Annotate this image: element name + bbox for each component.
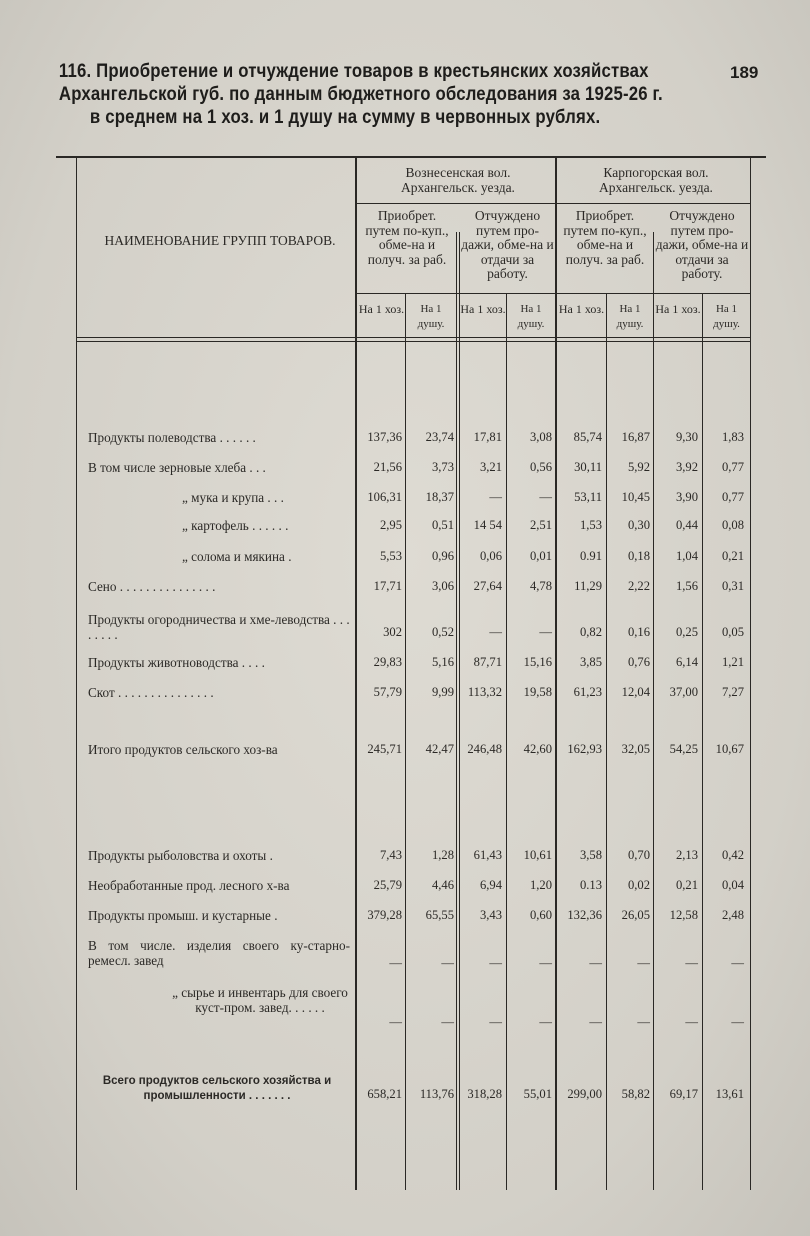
table-cell: 11,29 <box>574 579 602 593</box>
header-bottom-rule-2 <box>76 341 750 342</box>
header-bottom-rule-1 <box>76 337 750 338</box>
row-header: НАИМЕНОВАНИЕ ГРУПП ТОВАРОВ. <box>104 233 336 248</box>
row-label: Продукты промыш. и кустарные . <box>88 908 278 923</box>
per-household-header: На 1 хоз. <box>358 302 405 316</box>
table-cell: 32,05 <box>621 742 650 756</box>
row-label: В том числе зерновые хлеба . . . <box>88 460 266 475</box>
table-cell: 27,64 <box>473 579 502 593</box>
table-cell: 12,58 <box>669 908 698 922</box>
table-cell: 3,85 <box>579 655 602 669</box>
table-cell: 162,93 <box>567 742 602 756</box>
table-cell: 245,71 <box>367 742 402 756</box>
table-cell: — <box>589 1015 602 1029</box>
col-rule-2 <box>456 232 457 1190</box>
table-cell: 0.13 <box>579 878 602 892</box>
table-cell: 4,78 <box>529 579 552 593</box>
table-cell: 658,21 <box>367 1087 402 1101</box>
table-cell: 42,47 <box>425 742 454 756</box>
acquired-header-1: Приобрет. путем по-куп., обме-на и получ. за раб. <box>365 208 449 267</box>
table-cell: — <box>539 490 552 504</box>
table-cell: 0,21 <box>721 549 744 563</box>
table-cell: 1,04 <box>675 549 698 563</box>
table-cell: 113,32 <box>467 685 502 699</box>
table-cell: 25,79 <box>373 878 402 892</box>
table-cell: 23,74 <box>425 430 454 444</box>
region-header-1: Вознесенская вол. Архангельск. уезда. <box>401 165 515 195</box>
table-cell: 113,76 <box>419 1087 454 1101</box>
row-label: Итого продуктов сельского хоз-ва <box>88 742 278 757</box>
per-soul-header: На 1 душу. <box>616 303 644 330</box>
table-cell: 3,58 <box>579 848 602 862</box>
table-cell: 5,92 <box>627 460 650 474</box>
table-cell: — <box>731 956 744 970</box>
table-cell: 57,79 <box>373 685 402 699</box>
table-cell: 69,17 <box>669 1087 698 1101</box>
per-household-header: На 1 хоз. <box>460 302 506 316</box>
table-cell: 0,82 <box>579 625 602 639</box>
table-cell: 17,71 <box>373 579 402 593</box>
table-cell: — <box>539 625 552 639</box>
table-cell: 10,61 <box>523 848 552 862</box>
table-cell: — <box>637 956 650 970</box>
table-cell: 5,16 <box>431 655 454 669</box>
table-cell: — <box>731 1015 744 1029</box>
table-cell: 6,14 <box>675 655 698 669</box>
table-cell: 0,16 <box>627 625 650 639</box>
table-cell: 0,05 <box>721 625 744 639</box>
table-cell: 0,30 <box>627 518 650 532</box>
alienated-header-1: Отчуждено путем про-дажи, обме-на и отдачи за работу. <box>461 208 554 281</box>
table-cell: 2,51 <box>529 518 552 532</box>
table-cell: — <box>685 1015 698 1029</box>
table-cell: 379,28 <box>367 908 402 922</box>
table-cell: 3,90 <box>675 490 698 504</box>
table-cell: 0,08 <box>721 518 744 532</box>
table-top-rule <box>56 156 766 158</box>
table-cell: 0,51 <box>431 518 454 532</box>
table-cell: 87,71 <box>473 655 502 669</box>
row-label: „ солома и мякина . <box>182 549 292 564</box>
table-cell: 0,42 <box>721 848 744 862</box>
per-soul-header: На 1 душу. <box>417 303 445 330</box>
table-cell: — <box>637 1015 650 1029</box>
table-cell: 3,73 <box>431 460 454 474</box>
table-cell: 53,11 <box>574 490 602 504</box>
per-soul-header: На 1 душу. <box>517 303 545 330</box>
table-cell: 2,48 <box>721 908 744 922</box>
table-cell: 0,21 <box>675 878 698 892</box>
table-cell: — <box>441 1015 454 1029</box>
table-cell: 0,77 <box>721 460 744 474</box>
table-cell: 0,77 <box>721 490 744 504</box>
table-cell: 0,60 <box>529 908 552 922</box>
table-cell: 246,48 <box>467 742 502 756</box>
table-cell: — <box>489 1015 502 1029</box>
region-header-2: Карпогорская вол. Архангельск. уезда. <box>599 165 713 195</box>
row-label: Скот . . . . . . . . . . . . . . . <box>88 685 214 700</box>
table-cell: 42,60 <box>523 742 552 756</box>
row-label: „ сырье и инвентарь для своего куст-пром. завед. . . . . . <box>172 985 348 1015</box>
table-cell: 0,18 <box>627 549 650 563</box>
table-cell: 55,01 <box>523 1087 552 1101</box>
table-cell: 85,74 <box>573 430 602 444</box>
table-cell: 0.91 <box>579 549 602 563</box>
table-cell: 7,43 <box>379 848 402 862</box>
table-cell: — <box>489 625 502 639</box>
row-label: „ картофель . . . . . . <box>182 518 289 533</box>
table-cell: — <box>539 956 552 970</box>
page-number: 189 <box>730 63 759 82</box>
table-cell: — <box>539 1015 552 1029</box>
table-cell: 0,70 <box>627 848 650 862</box>
table-cell: 10,67 <box>715 742 744 756</box>
per-household-header: На 1 хоз. <box>558 302 605 316</box>
table-cell: 4,46 <box>431 878 454 892</box>
row-label: Всего продуктов сельского хозяйства и промышленности . . . . . . . <box>102 1075 332 1102</box>
table-cell: 3,21 <box>479 460 502 474</box>
table-cell: 0,02 <box>627 878 650 892</box>
table-cell: 61,23 <box>573 685 602 699</box>
table-cell: 61,43 <box>473 848 502 862</box>
table-cell: 58,82 <box>621 1087 650 1101</box>
table-cell: 3,43 <box>479 908 502 922</box>
row-label: Сено . . . . . . . . . . . . . . . <box>88 579 216 594</box>
table-cell: 2,95 <box>379 518 402 532</box>
table-cell: 13,61 <box>715 1087 744 1101</box>
column-header-rule <box>357 293 750 294</box>
col-rule-6 <box>653 232 654 1190</box>
right-border <box>750 158 751 1190</box>
row-label: Необработанные прод. лесного х-ва <box>88 878 290 893</box>
table-cell: 132,36 <box>567 908 602 922</box>
table-cell: 0,06 <box>479 549 502 563</box>
table-cell: — <box>441 956 454 970</box>
table-cell: — <box>489 956 502 970</box>
table-cell: 0,04 <box>721 878 744 892</box>
table-cell: — <box>489 490 502 504</box>
per-household-header: На 1 хоз. <box>655 302 701 316</box>
table-cell: 18,37 <box>425 490 454 504</box>
alienated-header-2: Отчуждено путем про-дажи, обме-на и отдачи за работу. <box>655 208 749 281</box>
title-line-1: 116. Приобретение и отчуждение товаров в крестьянских хозяйствах <box>58 60 649 82</box>
per-soul-header: На 1 душу. <box>713 303 740 330</box>
label-column-border <box>355 158 357 1190</box>
row-label: Продукты огородничества и хме-леводства . . . . . . . . <box>88 612 350 642</box>
table-cell: 1,83 <box>721 430 744 444</box>
table-cell: 37,00 <box>669 685 698 699</box>
table-cell: 14 54 <box>473 518 502 532</box>
col-rule-2b <box>459 232 460 1190</box>
table-cell: 302 <box>383 625 402 639</box>
table-cell: — <box>389 956 402 970</box>
table-cell: 2,13 <box>675 848 698 862</box>
table-cell: 0,52 <box>431 625 454 639</box>
table-cell: 0,96 <box>431 549 454 563</box>
table-cell: 12,04 <box>621 685 650 699</box>
table-cell: 137,36 <box>367 430 402 444</box>
left-border <box>76 158 77 1190</box>
table-cell: 0,01 <box>529 549 552 563</box>
table-cell: 5,53 <box>379 549 402 563</box>
table-cell: 0,31 <box>721 579 744 593</box>
table-cell: 0,44 <box>675 518 698 532</box>
row-label: Продукты животноводства . . . . <box>88 655 265 670</box>
table-cell: 54,25 <box>669 742 698 756</box>
table-cell: 318,28 <box>467 1087 502 1101</box>
table-cell: 7,27 <box>721 685 744 699</box>
table-cell: — <box>685 956 698 970</box>
table-cell: 29,83 <box>373 655 402 669</box>
region-header-rule <box>357 203 750 204</box>
table-cell: 3,06 <box>431 579 454 593</box>
table-cell: 6,94 <box>479 878 502 892</box>
table-cell: 299,00 <box>567 1087 602 1101</box>
row-label: Продукты полеводства . . . . . . <box>88 430 256 445</box>
title-line-2: Архангельской губ. по данным бюджетного обследования за 1925-26 г. <box>58 83 663 105</box>
acquired-header-2: Приобрет. путем по-куп., обме-на и получ. за раб. <box>563 208 647 267</box>
table-cell: 0,25 <box>675 625 698 639</box>
table-cell: 1,53 <box>579 518 602 532</box>
table-cell: 15,16 <box>523 655 552 669</box>
title-line-3: в среднем на 1 хоз. и 1 душу на сумму в червонных рублях. <box>89 106 601 128</box>
table-cell: 10,45 <box>621 490 650 504</box>
table-cell: 30,11 <box>574 460 602 474</box>
table-cell: 3,08 <box>529 430 552 444</box>
table-cell: 0,76 <box>627 655 650 669</box>
table-cell: 9,30 <box>675 430 698 444</box>
table-cell: 3,92 <box>675 460 698 474</box>
row-label: Продукты рыболовства и охоты . <box>88 848 273 863</box>
row-label: „ мука и крупа . . . <box>182 490 284 505</box>
table-cell: 1,56 <box>675 579 698 593</box>
table-cell: — <box>389 1015 402 1029</box>
table-cell: 17,81 <box>473 430 502 444</box>
table-cell: 0,56 <box>529 460 552 474</box>
table-cell: 21,56 <box>373 460 402 474</box>
table-cell: 2,22 <box>627 579 650 593</box>
table-cell: 9,99 <box>431 685 454 699</box>
row-label: В том числе. изделия своего ку-старно-ремесл. завед <box>88 938 350 968</box>
table-cell: 1,28 <box>431 848 454 862</box>
table-cell: 1,20 <box>529 878 552 892</box>
table-cell: 65,55 <box>425 908 454 922</box>
table-cell: 1,21 <box>721 655 744 669</box>
table-cell: 106,31 <box>367 490 402 504</box>
table-cell: 19,58 <box>523 685 552 699</box>
table-cell: 16,87 <box>621 430 650 444</box>
table-cell: 26,05 <box>621 908 650 922</box>
table-cell: — <box>589 956 602 970</box>
